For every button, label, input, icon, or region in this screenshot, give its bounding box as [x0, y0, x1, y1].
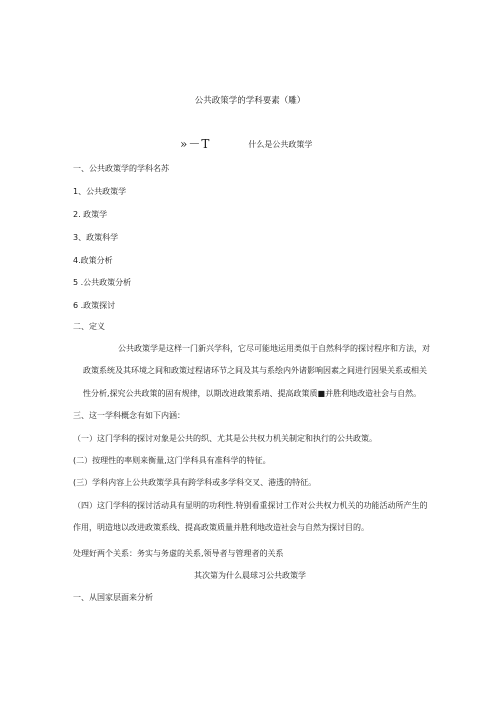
chapter1-title: 什么是公共政策学 — [248, 140, 313, 149]
chapter2-heading: 其次第为什么晨球习公共政策学 — [194, 571, 306, 580]
definition-line: 公共政策学是这样一门新兴学科，它尽可能地运用类似于自然科学的探讨程序和方法，对 — [118, 344, 430, 353]
s3-item: （一）这门学科的探讨对象是公共的织、尤其是公共权力机关制定和执行的公共政策。 — [73, 434, 377, 443]
s3-item: (三）学科内容上公共政策学具有跨学科或多学科交叉、港透的特征。 — [73, 478, 317, 487]
definition-line: 性分析,探究公共政策的固有规律，以期改进政策系靖、提高政策质■并胜利地改造社会与自然。 — [83, 389, 422, 398]
s3-item-continued: 作用，明造地以改进政策系线、提高政策质量并胜利地改造社会与自然为探讨目的。 — [73, 523, 369, 532]
chapter1-heading — [180, 137, 312, 151]
section2-heading: 二、定义 — [73, 322, 105, 331]
section1-heading: 一、公共政策学的学科名苏 — [73, 164, 169, 173]
s1-list-item: 6 .政策探讨 — [73, 301, 116, 310]
document-title: 公共政策学的学科要素（雕） — [194, 96, 306, 106]
definition-line: 政策系统及其环境之间和政策过程诸环节之间及其与系绘内外诸影响因素之间进行因果关系或相关 — [83, 366, 427, 375]
s1-list-item: 1、公共政策学 — [73, 187, 127, 196]
s1-list-item: 4.政策分析 — [73, 256, 113, 265]
s1-list-item: 5 .公共政策分析 — [73, 278, 132, 287]
s3-item: (二）按理性的率则来衡量,这门学科具有准科学的特征。 — [73, 456, 271, 465]
chapter1-mark: »－T — [180, 137, 211, 151]
section3-heading: 三、这一学科概念有如下内涵： — [73, 411, 185, 420]
ch2-section1-heading: 一、从国家层面来分析 — [73, 593, 153, 602]
s3-item: （四）这门学科的探讨活动具有显明的功利性.特别看重探讨工作对公共权力机关的功能活动所产生的 — [73, 501, 428, 510]
s1-list-item: 3、政策科学 — [73, 233, 119, 242]
relations-note: 处理好两个关系：务实与务虚的关系,领导者与管理者的关系 — [73, 549, 284, 558]
s1-list-item: 2. 政策学 — [73, 210, 108, 219]
